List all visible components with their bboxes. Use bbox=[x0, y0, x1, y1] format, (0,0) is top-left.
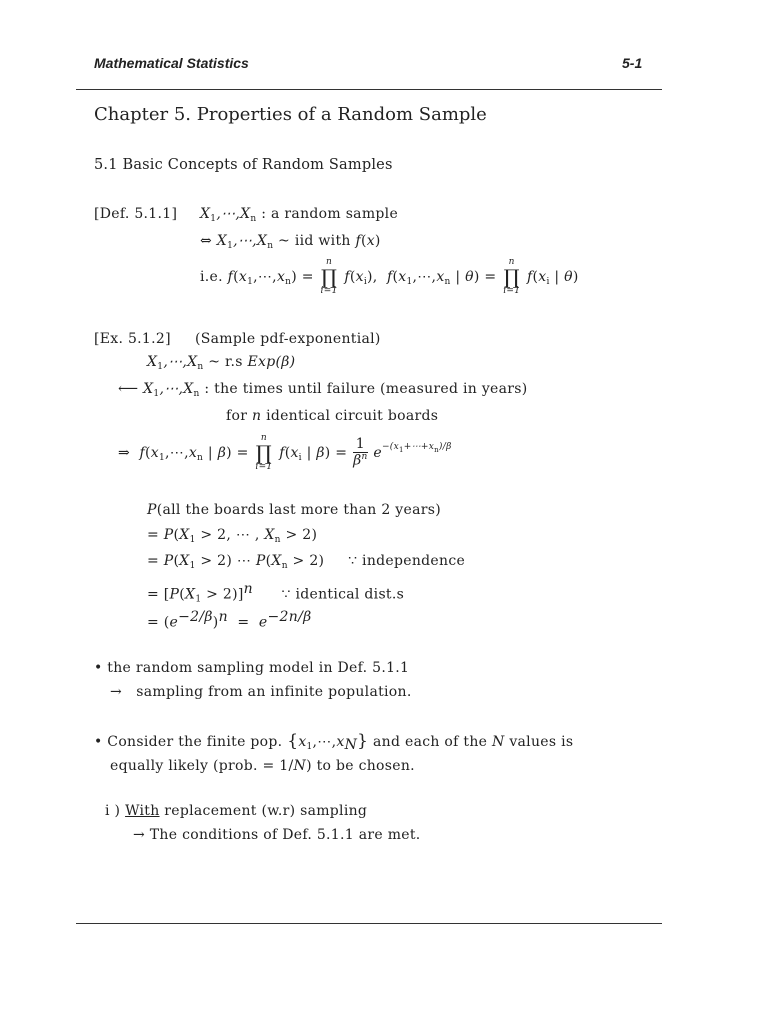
example-rs-line: $X_1,\cdots,X_n$ ~ r.s Exp(β) bbox=[147, 354, 296, 372]
chapter-title: Chapter 5. Properties of a Random Sample bbox=[94, 104, 487, 125]
right-arrow-icon: → bbox=[110, 684, 123, 700]
running-header-title: Mathematical Statistics bbox=[94, 55, 249, 71]
right-arrow-icon: → bbox=[133, 827, 146, 843]
because-icon: ∵ bbox=[348, 553, 358, 569]
prob-step-4: = $(e^{-2/\beta})^n = e^{-2n/\beta}$ bbox=[147, 609, 312, 631]
prob-step-2: = $P(X_1 > 2)$ ⋯ $P(X_n > 2)$ ∵ independence bbox=[147, 553, 466, 571]
example-failure-line: ⟵ $X_1,\cdots,X_n$ : the times until failure (measured in years) bbox=[118, 381, 528, 399]
footer-rule bbox=[76, 923, 662, 924]
example-circuit-line: for n identical circuit boards bbox=[226, 408, 439, 424]
item-i-line-1: i ) With replacement (w.r) sampling bbox=[105, 803, 368, 819]
example-joint-pdf: ⇒ $f(x_1,\cdots,x_n$ | β) = n ∏ i=1 $f(x_i$ | β) = $\frac{1}{\beta^n}$ $e^{-(x_1+\cdots+x_n)/\beta}$ bbox=[118, 433, 452, 472]
item-i-line-2: → The conditions of Def. 5.1.1 are met. bbox=[133, 827, 421, 843]
section-title: 5.1 Basic Concepts of Random Samples bbox=[94, 157, 393, 173]
page-number: 5-1 bbox=[622, 55, 643, 71]
prob-step-1: = $P(X_1 > 2$, ⋯ , $X_n > 2$) bbox=[147, 527, 318, 545]
iff-arrow-icon: ⇔ bbox=[200, 233, 213, 249]
prob-step-3: = $[P(X_1 > 2)]^n$ ∵ identical dist.s bbox=[147, 581, 405, 605]
bullet-1-line-2: → sampling from an infinite population. bbox=[110, 684, 412, 700]
bullet-2-line-1: • Consider the finite pop. $\{x_1,\cdots,x_N\}$ and each of the N values is bbox=[94, 731, 574, 753]
def-label: [Def. 5.1.1] bbox=[94, 206, 178, 222]
header-rule bbox=[76, 89, 662, 90]
because-icon: ∵ bbox=[281, 586, 291, 603]
left-arrow-icon: ⟵ bbox=[118, 381, 139, 397]
prob-statement: P(all the boards last more than 2 years) bbox=[147, 502, 441, 518]
def-line-1: $X_1,\cdots,X_n$ : a random sample bbox=[200, 206, 399, 224]
bullet-2-line-2: equally likely (prob. = 1/N) to be chosen. bbox=[110, 758, 415, 774]
bullet-1-line-1: • the random sampling model in Def. 5.1.1 bbox=[94, 660, 410, 676]
def-line-3: i.e. $f(x_1,\cdots,x_n)$ = n ∏ i=1 $f(x_i)$, $f(x_1,\cdots,x_n$ | θ) = n ∏ i=1 $f(x_i$ | θ) bbox=[200, 257, 579, 296]
implies-arrow-icon: ⇒ bbox=[118, 445, 131, 461]
def-line-2: ⇔ $X_1,\cdots,X_n$ ~ iid with f(x) bbox=[200, 233, 381, 251]
example-heading: (Sample pdf-exponential) bbox=[195, 331, 381, 347]
example-label: [Ex. 5.1.2] bbox=[94, 331, 171, 347]
